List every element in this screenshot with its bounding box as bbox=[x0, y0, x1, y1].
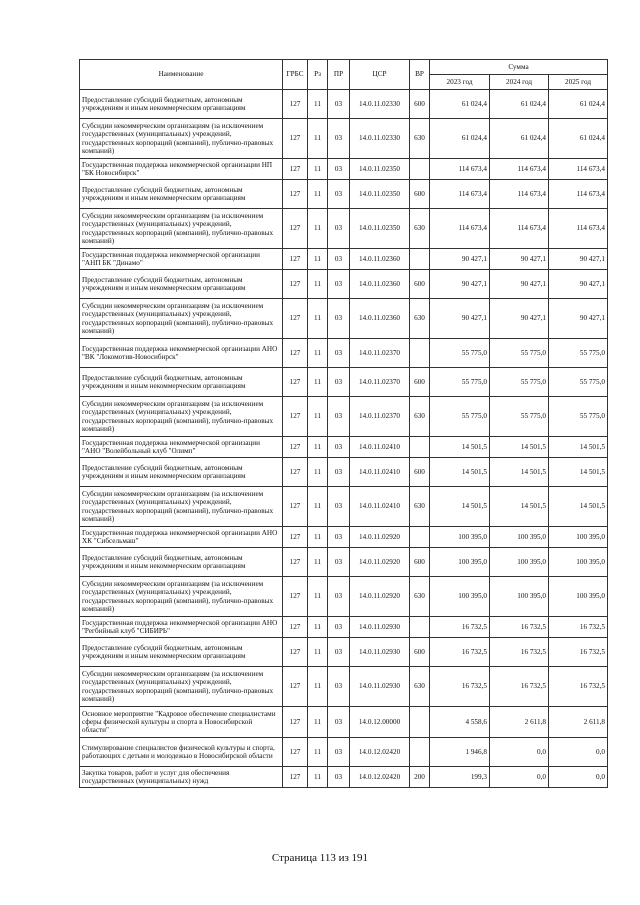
row-name: Предоставление субсидий бюджетным, автономным учреждениям и иным некоммерческим организациям bbox=[80, 270, 283, 299]
row-rz: 11 bbox=[308, 437, 328, 458]
row-sum-2023: 114 673,4 bbox=[430, 180, 490, 209]
row-sum-2025: 90 427,1 bbox=[549, 299, 608, 339]
row-vr bbox=[410, 707, 430, 738]
row-sum-2024: 100 395,0 bbox=[490, 577, 549, 617]
row-vr: 600 bbox=[410, 638, 430, 667]
row-sum-2024: 14 501,5 bbox=[490, 458, 549, 487]
header-name: Наименование bbox=[80, 60, 283, 90]
row-name: Закупка товаров, работ и услуг для обеспечения государственных (муниципальных) нужд bbox=[80, 767, 283, 788]
table-row bbox=[80, 437, 608, 458]
row-pr: 03 bbox=[328, 458, 350, 487]
row-rz: 11 bbox=[308, 209, 328, 249]
header-year-2025: 2025 год bbox=[549, 75, 608, 90]
header-grbs: ГРБС bbox=[283, 60, 308, 90]
row-sum-2023: 14 501,5 bbox=[430, 437, 490, 458]
row-vr: 600 bbox=[410, 180, 430, 209]
row-grbs: 127 bbox=[283, 667, 308, 707]
table-row bbox=[80, 90, 608, 119]
row-vr: 600 bbox=[410, 368, 430, 397]
row-sum-2024: 2 611,8 bbox=[490, 707, 549, 738]
row-sum-2024: 16 732,5 bbox=[490, 667, 549, 707]
row-grbs: 127 bbox=[283, 458, 308, 487]
row-sum-2024: 114 673,4 bbox=[490, 209, 549, 249]
row-csr: 14.0.11.02330 bbox=[350, 90, 410, 119]
row-grbs: 127 bbox=[283, 119, 308, 159]
row-rz: 11 bbox=[308, 249, 328, 270]
row-rz: 11 bbox=[308, 548, 328, 577]
row-rz: 11 bbox=[308, 90, 328, 119]
row-csr: 14.0.11.02370 bbox=[350, 339, 410, 368]
row-vr bbox=[410, 159, 430, 180]
row-pr: 03 bbox=[328, 368, 350, 397]
table-row bbox=[80, 667, 608, 707]
row-pr: 03 bbox=[328, 119, 350, 159]
row-vr: 600 bbox=[410, 458, 430, 487]
table-row bbox=[80, 527, 608, 548]
row-vr: 630 bbox=[410, 119, 430, 159]
table-row bbox=[80, 487, 608, 527]
table-row bbox=[80, 397, 608, 437]
row-sum-2023: 90 427,1 bbox=[430, 270, 490, 299]
table-body bbox=[80, 90, 608, 788]
row-pr: 03 bbox=[328, 159, 350, 180]
row-name: Государственная поддержка некоммерческой организации "АНО "Волейбольный клуб "Олимп" bbox=[80, 437, 283, 458]
row-pr: 03 bbox=[328, 209, 350, 249]
row-sum-2023: 114 673,4 bbox=[430, 209, 490, 249]
table-row bbox=[80, 638, 608, 667]
header-sum: Сумма bbox=[430, 60, 608, 75]
row-pr: 03 bbox=[328, 738, 350, 767]
row-sum-2023: 16 732,5 bbox=[430, 638, 490, 667]
row-vr: 600 bbox=[410, 548, 430, 577]
row-sum-2023: 199,3 bbox=[430, 767, 490, 788]
row-name: Субсидии некоммерческим организациям (за исключением государственных (муниципальных) учреждений, государственных корпораций (компаний), публично-правовых компаний) bbox=[80, 667, 283, 707]
row-vr: 630 bbox=[410, 397, 430, 437]
row-sum-2023: 55 775,0 bbox=[430, 397, 490, 437]
table-row bbox=[80, 159, 608, 180]
budget-table bbox=[79, 59, 608, 788]
row-csr: 14.0.11.02410 bbox=[350, 437, 410, 458]
row-csr: 14.0.11.02350 bbox=[350, 159, 410, 180]
row-sum-2023: 14 501,5 bbox=[430, 487, 490, 527]
row-sum-2024: 14 501,5 bbox=[490, 437, 549, 458]
row-vr bbox=[410, 437, 430, 458]
header-year-2023: 2023 год bbox=[430, 75, 490, 90]
table-row bbox=[80, 119, 608, 159]
row-sum-2024: 55 775,0 bbox=[490, 368, 549, 397]
row-sum-2025: 61 024,4 bbox=[549, 90, 608, 119]
row-name: Предоставление субсидий бюджетным, автономным учреждениям и иным некоммерческим организациям bbox=[80, 90, 283, 119]
row-name: Субсидии некоммерческим организациям (за исключением государственных (муниципальных) учреждений, государственных корпораций (компаний), публично-правовых компаний) bbox=[80, 577, 283, 617]
row-grbs: 127 bbox=[283, 209, 308, 249]
table-row bbox=[80, 548, 608, 577]
row-pr: 03 bbox=[328, 667, 350, 707]
row-grbs: 127 bbox=[283, 437, 308, 458]
row-vr: 630 bbox=[410, 487, 430, 527]
table-row bbox=[80, 299, 608, 339]
row-grbs: 127 bbox=[283, 548, 308, 577]
row-sum-2024: 55 775,0 bbox=[490, 339, 549, 368]
row-sum-2024: 114 673,4 bbox=[490, 180, 549, 209]
row-rz: 11 bbox=[308, 180, 328, 209]
row-pr: 03 bbox=[328, 617, 350, 638]
row-sum-2025: 16 732,5 bbox=[549, 617, 608, 638]
table-row bbox=[80, 707, 608, 738]
row-csr: 14.0.11.02370 bbox=[350, 368, 410, 397]
row-sum-2025: 114 673,4 bbox=[549, 180, 608, 209]
row-csr: 14.0.11.02930 bbox=[350, 617, 410, 638]
row-pr: 03 bbox=[328, 90, 350, 119]
row-csr: 14.0.12.02420 bbox=[350, 767, 410, 788]
table-row bbox=[80, 209, 608, 249]
header-year-2024: 2024 год bbox=[490, 75, 549, 90]
row-sum-2023: 61 024,4 bbox=[430, 90, 490, 119]
row-pr: 03 bbox=[328, 339, 350, 368]
row-rz: 11 bbox=[308, 119, 328, 159]
row-sum-2025: 90 427,1 bbox=[549, 270, 608, 299]
row-vr bbox=[410, 249, 430, 270]
row-sum-2023: 90 427,1 bbox=[430, 299, 490, 339]
row-vr: 600 bbox=[410, 270, 430, 299]
row-csr: 14.0.11.02360 bbox=[350, 249, 410, 270]
row-sum-2024: 16 732,5 bbox=[490, 638, 549, 667]
row-grbs: 127 bbox=[283, 707, 308, 738]
page-number: Страница 113 из 191 bbox=[271, 852, 369, 864]
row-grbs: 127 bbox=[283, 577, 308, 617]
row-name: Субсидии некоммерческим организациям (за исключением государственных (муниципальных) учреждений, государственных корпораций (компаний), публично-правовых компаний) bbox=[80, 299, 283, 339]
row-grbs: 127 bbox=[283, 270, 308, 299]
row-csr: 14.0.12.00000 bbox=[350, 707, 410, 738]
row-sum-2023: 4 558,6 bbox=[430, 707, 490, 738]
row-sum-2024: 100 395,0 bbox=[490, 548, 549, 577]
table-row bbox=[80, 368, 608, 397]
row-pr: 03 bbox=[328, 707, 350, 738]
row-name: Субсидии некоммерческим организациям (за исключением государственных (муниципальных) учреждений, государственных корпораций (компаний), публично-правовых компаний) bbox=[80, 487, 283, 527]
row-pr: 03 bbox=[328, 527, 350, 548]
row-csr: 14.0.11.02350 bbox=[350, 209, 410, 249]
row-grbs: 127 bbox=[283, 638, 308, 667]
row-vr bbox=[410, 617, 430, 638]
row-rz: 11 bbox=[308, 159, 328, 180]
row-grbs: 127 bbox=[283, 527, 308, 548]
row-csr: 14.0.11.02920 bbox=[350, 548, 410, 577]
row-pr: 03 bbox=[328, 397, 350, 437]
row-sum-2023: 114 673,4 bbox=[430, 159, 490, 180]
header-csr: ЦСР bbox=[350, 60, 410, 90]
row-name: Субсидии некоммерческим организациям (за исключением государственных (муниципальных) учреждений, государственных корпораций (компаний), публично-правовых компаний) bbox=[80, 209, 283, 249]
row-grbs: 127 bbox=[283, 368, 308, 397]
row-rz: 11 bbox=[308, 527, 328, 548]
table-row bbox=[80, 767, 608, 788]
row-pr: 03 bbox=[328, 437, 350, 458]
row-name: Субсидии некоммерческим организациям (за исключением государственных (муниципальных) учреждений, государственных корпораций (компаний), публично-правовых компаний) bbox=[80, 119, 283, 159]
row-rz: 11 bbox=[308, 667, 328, 707]
row-sum-2023: 55 775,0 bbox=[430, 339, 490, 368]
row-sum-2023: 16 732,5 bbox=[430, 667, 490, 707]
row-name: Государственная поддержка некоммерческой организации АНО ХК "Сибсельмаш" bbox=[80, 527, 283, 548]
row-rz: 11 bbox=[308, 738, 328, 767]
row-sum-2023: 100 395,0 bbox=[430, 548, 490, 577]
row-name: Предоставление субсидий бюджетным, автономным учреждениям и иным некоммерческим организациям bbox=[80, 458, 283, 487]
row-vr bbox=[410, 339, 430, 368]
row-pr: 03 bbox=[328, 249, 350, 270]
row-grbs: 127 bbox=[283, 180, 308, 209]
row-sum-2024: 114 673,4 bbox=[490, 159, 549, 180]
row-name: Государственная поддержка некоммерческой организации НП "БК Новосибирск" bbox=[80, 159, 283, 180]
row-name: Стимулирование специалистов физической культуры и спорта, работающих с детьми и молодежью в Новосибирской области bbox=[80, 738, 283, 767]
row-grbs: 127 bbox=[283, 90, 308, 119]
row-rz: 11 bbox=[308, 397, 328, 437]
row-sum-2023: 16 732,5 bbox=[430, 617, 490, 638]
row-sum-2025: 100 395,0 bbox=[549, 527, 608, 548]
row-rz: 11 bbox=[308, 368, 328, 397]
row-pr: 03 bbox=[328, 299, 350, 339]
row-grbs: 127 bbox=[283, 159, 308, 180]
row-vr: 600 bbox=[410, 90, 430, 119]
header-vr: ВР bbox=[410, 60, 430, 90]
row-pr: 03 bbox=[328, 767, 350, 788]
row-csr: 14.0.11.02410 bbox=[350, 458, 410, 487]
row-csr: 14.0.11.02930 bbox=[350, 638, 410, 667]
row-sum-2025: 14 501,5 bbox=[549, 487, 608, 527]
row-vr: 200 bbox=[410, 767, 430, 788]
row-rz: 11 bbox=[308, 458, 328, 487]
row-sum-2023: 100 395,0 bbox=[430, 527, 490, 548]
row-rz: 11 bbox=[308, 339, 328, 368]
row-vr bbox=[410, 738, 430, 767]
row-rz: 11 bbox=[308, 270, 328, 299]
row-csr: 14.0.11.02330 bbox=[350, 119, 410, 159]
row-sum-2024: 16 732,5 bbox=[490, 617, 549, 638]
row-name: Предоставление субсидий бюджетным, автономным учреждениям и иным некоммерческим организациям bbox=[80, 180, 283, 209]
table-row bbox=[80, 617, 608, 638]
row-sum-2025: 55 775,0 bbox=[549, 368, 608, 397]
row-name: Основное мероприятие "Кадровое обеспечение специалистами сферы физической культуры и спорта в Новосибирской области" bbox=[80, 707, 283, 738]
row-rz: 11 bbox=[308, 707, 328, 738]
row-sum-2025: 114 673,4 bbox=[549, 159, 608, 180]
row-sum-2025: 55 775,0 bbox=[549, 339, 608, 368]
row-name: Субсидии некоммерческим организациям (за исключением государственных (муниципальных) учреждений, государственных корпораций (компаний), публично-правовых компаний) bbox=[80, 397, 283, 437]
row-sum-2024: 90 427,1 bbox=[490, 249, 549, 270]
row-csr: 14.0.12.02420 bbox=[350, 738, 410, 767]
table-row bbox=[80, 249, 608, 270]
row-sum-2025: 61 024,4 bbox=[549, 119, 608, 159]
row-vr: 630 bbox=[410, 209, 430, 249]
row-grbs: 127 bbox=[283, 738, 308, 767]
row-sum-2023: 55 775,0 bbox=[430, 368, 490, 397]
row-name: Предоставление субсидий бюджетным, автономным учреждениям и иным некоммерческим организациям bbox=[80, 548, 283, 577]
row-sum-2024: 14 501,5 bbox=[490, 487, 549, 527]
row-pr: 03 bbox=[328, 180, 350, 209]
row-sum-2024: 100 395,0 bbox=[490, 527, 549, 548]
table-row bbox=[80, 180, 608, 209]
table-row bbox=[80, 339, 608, 368]
row-rz: 11 bbox=[308, 638, 328, 667]
row-sum-2024: 0,0 bbox=[490, 767, 549, 788]
row-pr: 03 bbox=[328, 270, 350, 299]
row-grbs: 127 bbox=[283, 299, 308, 339]
row-csr: 14.0.11.02370 bbox=[350, 397, 410, 437]
row-pr: 03 bbox=[328, 487, 350, 527]
row-rz: 11 bbox=[308, 617, 328, 638]
row-sum-2025: 100 395,0 bbox=[549, 548, 608, 577]
row-csr: 14.0.11.02930 bbox=[350, 667, 410, 707]
row-rz: 11 bbox=[308, 577, 328, 617]
row-name: Предоставление субсидий бюджетным, автономным учреждениям и иным некоммерческим организациям bbox=[80, 368, 283, 397]
row-sum-2025: 114 673,4 bbox=[549, 209, 608, 249]
header-rz: Рз bbox=[308, 60, 328, 90]
row-sum-2024: 55 775,0 bbox=[490, 397, 549, 437]
row-sum-2023: 90 427,1 bbox=[430, 249, 490, 270]
row-sum-2023: 100 395,0 bbox=[430, 577, 490, 617]
header-pr: ПР bbox=[328, 60, 350, 90]
row-vr: 630 bbox=[410, 299, 430, 339]
row-grbs: 127 bbox=[283, 249, 308, 270]
row-vr bbox=[410, 527, 430, 548]
row-csr: 14.0.11.02410 bbox=[350, 487, 410, 527]
table-row bbox=[80, 270, 608, 299]
row-grbs: 127 bbox=[283, 767, 308, 788]
row-sum-2025: 90 427,1 bbox=[549, 249, 608, 270]
row-name: Государственная поддержка некоммерческой организации АНО "ВК "Локомотив-Новосибирск" bbox=[80, 339, 283, 368]
row-grbs: 127 bbox=[283, 487, 308, 527]
row-pr: 03 bbox=[328, 638, 350, 667]
row-rz: 11 bbox=[308, 299, 328, 339]
row-sum-2023: 1 946,8 bbox=[430, 738, 490, 767]
row-grbs: 127 bbox=[283, 397, 308, 437]
row-sum-2025: 14 501,5 bbox=[549, 437, 608, 458]
row-grbs: 127 bbox=[283, 339, 308, 368]
row-sum-2025: 0,0 bbox=[549, 738, 608, 767]
row-sum-2025: 55 775,0 bbox=[549, 397, 608, 437]
row-grbs: 127 bbox=[283, 617, 308, 638]
row-pr: 03 bbox=[328, 548, 350, 577]
row-name: Предоставление субсидий бюджетным, автономным учреждениям и иным некоммерческим организациям bbox=[80, 638, 283, 667]
row-sum-2023: 61 024,4 bbox=[430, 119, 490, 159]
row-csr: 14.0.11.02920 bbox=[350, 577, 410, 617]
row-csr: 14.0.11.02350 bbox=[350, 180, 410, 209]
table-row bbox=[80, 458, 608, 487]
row-rz: 11 bbox=[308, 767, 328, 788]
row-vr: 630 bbox=[410, 577, 430, 617]
row-sum-2024: 0,0 bbox=[490, 738, 549, 767]
row-sum-2025: 14 501,5 bbox=[549, 458, 608, 487]
row-sum-2024: 61 024,4 bbox=[490, 119, 549, 159]
row-vr: 630 bbox=[410, 667, 430, 707]
row-sum-2025: 100 395,0 bbox=[549, 577, 608, 617]
row-sum-2025: 16 732,5 bbox=[549, 667, 608, 707]
row-csr: 14.0.11.02360 bbox=[350, 270, 410, 299]
row-name: Государственная поддержка некоммерческой организации "АНП БК "Динамо" bbox=[80, 249, 283, 270]
row-sum-2025: 16 732,5 bbox=[549, 638, 608, 667]
row-sum-2024: 61 024,4 bbox=[490, 90, 549, 119]
row-sum-2024: 90 427,1 bbox=[490, 270, 549, 299]
row-pr: 03 bbox=[328, 577, 350, 617]
row-name: Государственная поддержка некоммерческой организации АНО "Регбийный клуб "СИБИРЬ" bbox=[80, 617, 283, 638]
row-sum-2025: 2 611,8 bbox=[549, 707, 608, 738]
row-rz: 11 bbox=[308, 487, 328, 527]
row-csr: 14.0.11.02360 bbox=[350, 299, 410, 339]
row-sum-2025: 0,0 bbox=[549, 767, 608, 788]
row-sum-2024: 90 427,1 bbox=[490, 299, 549, 339]
table-row bbox=[80, 738, 608, 767]
row-sum-2023: 14 501,5 bbox=[430, 458, 490, 487]
row-csr: 14.0.11.02920 bbox=[350, 527, 410, 548]
table-row bbox=[80, 577, 608, 617]
